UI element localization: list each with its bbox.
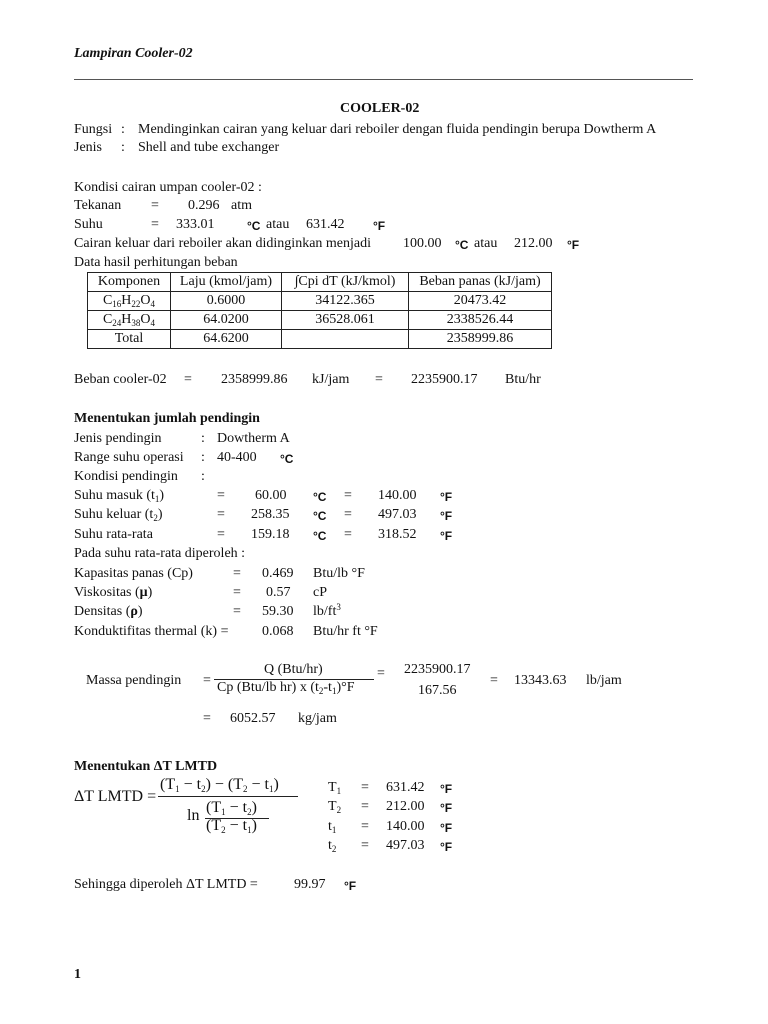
- table-header-cell: Beban panas (kJ/jam): [409, 273, 552, 292]
- suhu-masuk-f-unit: °F: [440, 490, 453, 504]
- lmtd-t1-value: 140.00: [386, 819, 425, 834]
- beban-eq: =: [184, 372, 192, 387]
- suhu-atau: atau: [266, 217, 290, 232]
- table-cell: 2338526.44: [409, 311, 552, 330]
- lmtd-result-label: Sehingga diperoleh ΔT LMTD =: [74, 877, 258, 892]
- beban-table: [87, 272, 552, 349]
- suhu-rata-c-unit: °C: [313, 529, 327, 543]
- konduk-unit: Btu/hr ft °F: [313, 624, 378, 639]
- range-unit: °C: [280, 452, 294, 466]
- lmtd-ln: ln: [187, 807, 200, 824]
- table-cell: 34122.365: [282, 292, 409, 311]
- lmtd-t2-eq: =: [361, 838, 369, 853]
- cairan-f-unit: °F: [567, 238, 580, 252]
- suhu-masuk-c-unit: °C: [313, 490, 327, 504]
- suhu-keluar-eq: =: [217, 507, 225, 522]
- table-cell-formula: $C_{16}H_{22}O_4$: [88, 292, 171, 311]
- table-cell: 0.6000: [171, 292, 282, 311]
- lmtd-t1-label: $t_1$: [328, 819, 337, 835]
- tekanan-label: Tekanan: [74, 198, 122, 213]
- lmtd-t1-unit: °F: [440, 821, 453, 835]
- table-cell-formula: $C_{24}H_{38}O_4$: [88, 311, 171, 330]
- beban-eq2: =: [375, 372, 383, 387]
- suhu-keluar-c: 258.35: [251, 507, 290, 522]
- suhu-rata-label: Suhu rata-rata: [74, 527, 153, 542]
- cairan-c-value: 100.00: [403, 236, 442, 251]
- table-header-cell: Laju (kmol/jam): [171, 273, 282, 292]
- lmtd-t2-label: $t_2$: [328, 838, 337, 854]
- table-cell: Total: [88, 330, 171, 349]
- lmtd-numerator: $(T_1 - t_2) - (T_2 - t_1)$: [160, 776, 279, 794]
- suhu-rata-eq2: =: [344, 527, 352, 542]
- cairan-atau: atau: [474, 236, 498, 251]
- visko-label: Viskositas (μ): [74, 585, 153, 600]
- fungsi-colon: :: [121, 122, 125, 137]
- kondisi-pendingin-colon: :: [201, 469, 205, 484]
- header-title: Lampiran Cooler-02: [74, 46, 193, 61]
- fungsi-label: Fungsi: [74, 122, 113, 137]
- massa-numerator: Q (Btu/hr): [264, 662, 323, 677]
- visko-value: 0.57: [266, 585, 291, 600]
- konduk-label: Konduktifitas thermal (k) =: [74, 624, 229, 639]
- beban-btu-value: 2235900.17: [411, 372, 478, 387]
- suhu-masuk-f: 140.00: [378, 488, 417, 503]
- cp-label: Kapasitas panas (Cp): [74, 566, 193, 581]
- massa-numerator-value: 2235900.17: [404, 662, 471, 677]
- cairan-f-value: 212.00: [514, 236, 553, 251]
- cp-eq: =: [233, 566, 241, 581]
- lmtd-T2-label: $T_2$: [328, 799, 342, 815]
- jenis-pendingin-label: Jenis pendingin: [74, 431, 162, 446]
- lmtd-title: Menentukan ΔT LMTD: [74, 759, 218, 774]
- table-cell: 64.0200: [171, 311, 282, 330]
- pendingin-title: Menentukan jumlah pendingin: [74, 411, 260, 426]
- lmtd-inner-numerator: $(T_1 - t_2)$: [206, 799, 257, 817]
- suhu-c-unit: °C: [247, 219, 261, 233]
- massa-label: Massa pendingin: [86, 673, 182, 688]
- lmtd-lhs: ΔT LMTD =: [74, 788, 157, 805]
- range-value: 40-400: [217, 450, 257, 465]
- suhu-rata-f: 318.52: [378, 527, 417, 542]
- range-colon: :: [201, 450, 205, 465]
- data-title: Data hasil perhitungan beban: [74, 255, 238, 270]
- table-cell: 64.6200: [171, 330, 282, 349]
- table-cell: 20473.42: [409, 292, 552, 311]
- jenis-pendingin-value: Dowtherm A: [217, 431, 290, 446]
- massa-unit: lb/jam: [586, 673, 622, 688]
- suhu-rata-eq: =: [217, 527, 225, 542]
- suhu-masuk-eq2: =: [344, 488, 352, 503]
- suhu-c-value: 333.01: [176, 217, 215, 232]
- massa-eq3: =: [490, 673, 498, 688]
- cairan-text: Cairan keluar dari reboiler akan didinginkan menjadi: [74, 236, 372, 251]
- cp-unit: Btu/lb °F: [313, 566, 365, 581]
- suhu-masuk-c: 60.00: [255, 488, 287, 503]
- suhu-f-value: 631.42: [306, 217, 345, 232]
- massa-result: 13343.63: [514, 673, 567, 688]
- dens-value: 59.30: [262, 604, 294, 619]
- header-rule: [74, 79, 693, 80]
- dens-label: Densitas (ρ): [74, 604, 143, 619]
- konduk-value: 0.068: [262, 624, 294, 639]
- massa-eq1: =: [203, 673, 211, 688]
- massa-kg-unit: kg/jam: [298, 711, 337, 726]
- page-title: COOLER-02: [340, 101, 420, 116]
- jenis-value: Shell and tube exchanger: [138, 140, 280, 155]
- table-cell: 2358999.86: [409, 330, 552, 349]
- massa-kg-value: 6052.57: [230, 711, 276, 726]
- lmtd-T1-label: $T_1$: [328, 780, 342, 796]
- lmtd-T2-unit: °F: [440, 801, 453, 815]
- table-header-cell: ∫Cpi dT (kJ/kmol): [282, 273, 409, 292]
- kondisi-pendingin-label: Kondisi pendingin: [74, 469, 178, 484]
- table-row: [88, 311, 552, 330]
- suhu-eq: =: [151, 217, 159, 232]
- visko-unit: cP: [313, 585, 327, 600]
- beban-kj-value: 2358999.86: [221, 372, 288, 387]
- lmtd-t2-value: 497.03: [386, 838, 425, 853]
- tekanan-unit: atm: [231, 198, 252, 213]
- suhu-keluar-c-unit: °C: [313, 509, 327, 523]
- lmtd-result-unit: °F: [344, 879, 357, 893]
- table-header-cell: Komponen: [88, 273, 171, 292]
- dens-unit: $lb/ft^3$: [313, 602, 341, 619]
- beban-btu-unit: Btu/hr: [505, 372, 541, 387]
- lmtd-T2-value: 212.00: [386, 799, 425, 814]
- lmtd-result-value: 99.97: [294, 877, 326, 892]
- massa-eq2: =: [377, 666, 385, 681]
- table-row: [88, 330, 552, 349]
- beban-kj-unit: kJ/jam: [312, 372, 350, 387]
- suhu-keluar-f-unit: °F: [440, 509, 453, 523]
- table-header-row: [88, 273, 552, 292]
- suhu-keluar-label: Suhu keluar $(t_2)$: [74, 507, 163, 523]
- massa-denominator-value: 167.56: [418, 683, 457, 698]
- dens-eq: =: [233, 604, 241, 619]
- visko-eq: =: [233, 585, 241, 600]
- jenis-pendingin-colon: :: [201, 431, 205, 446]
- suhu-label: Suhu: [74, 217, 103, 232]
- page-number: 1: [74, 967, 81, 982]
- lmtd-T1-eq: =: [361, 780, 369, 795]
- suhu-keluar-f: 497.03: [378, 507, 417, 522]
- cairan-c-unit: °C: [455, 238, 469, 252]
- cp-value: 0.469: [262, 566, 294, 581]
- suhu-masuk-label: Suhu masuk $(t_1)$: [74, 488, 165, 504]
- lmtd-fraction-bar: [158, 796, 298, 797]
- table-cell: [282, 330, 409, 349]
- table-row: [88, 292, 552, 311]
- table-cell: 36528.061: [282, 311, 409, 330]
- lmtd-T2-eq: =: [361, 799, 369, 814]
- lmtd-T1-value: 631.42: [386, 780, 425, 795]
- suhu-masuk-eq: =: [217, 488, 225, 503]
- lmtd-t2-unit: °F: [440, 840, 453, 854]
- tekanan-eq: =: [151, 198, 159, 213]
- kondisi-title: Kondisi cairan umpan cooler-02 :: [74, 180, 262, 195]
- jenis-colon: :: [121, 140, 125, 155]
- suhu-rata-c: 159.18: [251, 527, 290, 542]
- massa-kg-eq: =: [203, 711, 211, 726]
- lmtd-T1-unit: °F: [440, 782, 453, 796]
- jenis-label: Jenis: [74, 140, 102, 155]
- beban-label: Beban cooler-02: [74, 372, 167, 387]
- massa-denominator: Cp (Btu/lb hr) x $(t_2-t_1)^\circ F$: [217, 680, 355, 696]
- lmtd-t1-eq: =: [361, 819, 369, 834]
- range-label: Range suhu operasi: [74, 450, 184, 465]
- suhu-f-unit: °F: [373, 219, 386, 233]
- pada-text: Pada suhu rata-rata diperoleh :: [74, 546, 246, 561]
- tekanan-value: 0.296: [188, 198, 220, 213]
- lmtd-inner-denominator: $(T_2 - t_1)$: [206, 817, 257, 835]
- suhu-keluar-eq2: =: [344, 507, 352, 522]
- fungsi-value: Mendinginkan cairan yang keluar dari reboiler dengan fluida pendingin berupa Dowtherm A: [138, 122, 657, 137]
- suhu-rata-f-unit: °F: [440, 529, 453, 543]
